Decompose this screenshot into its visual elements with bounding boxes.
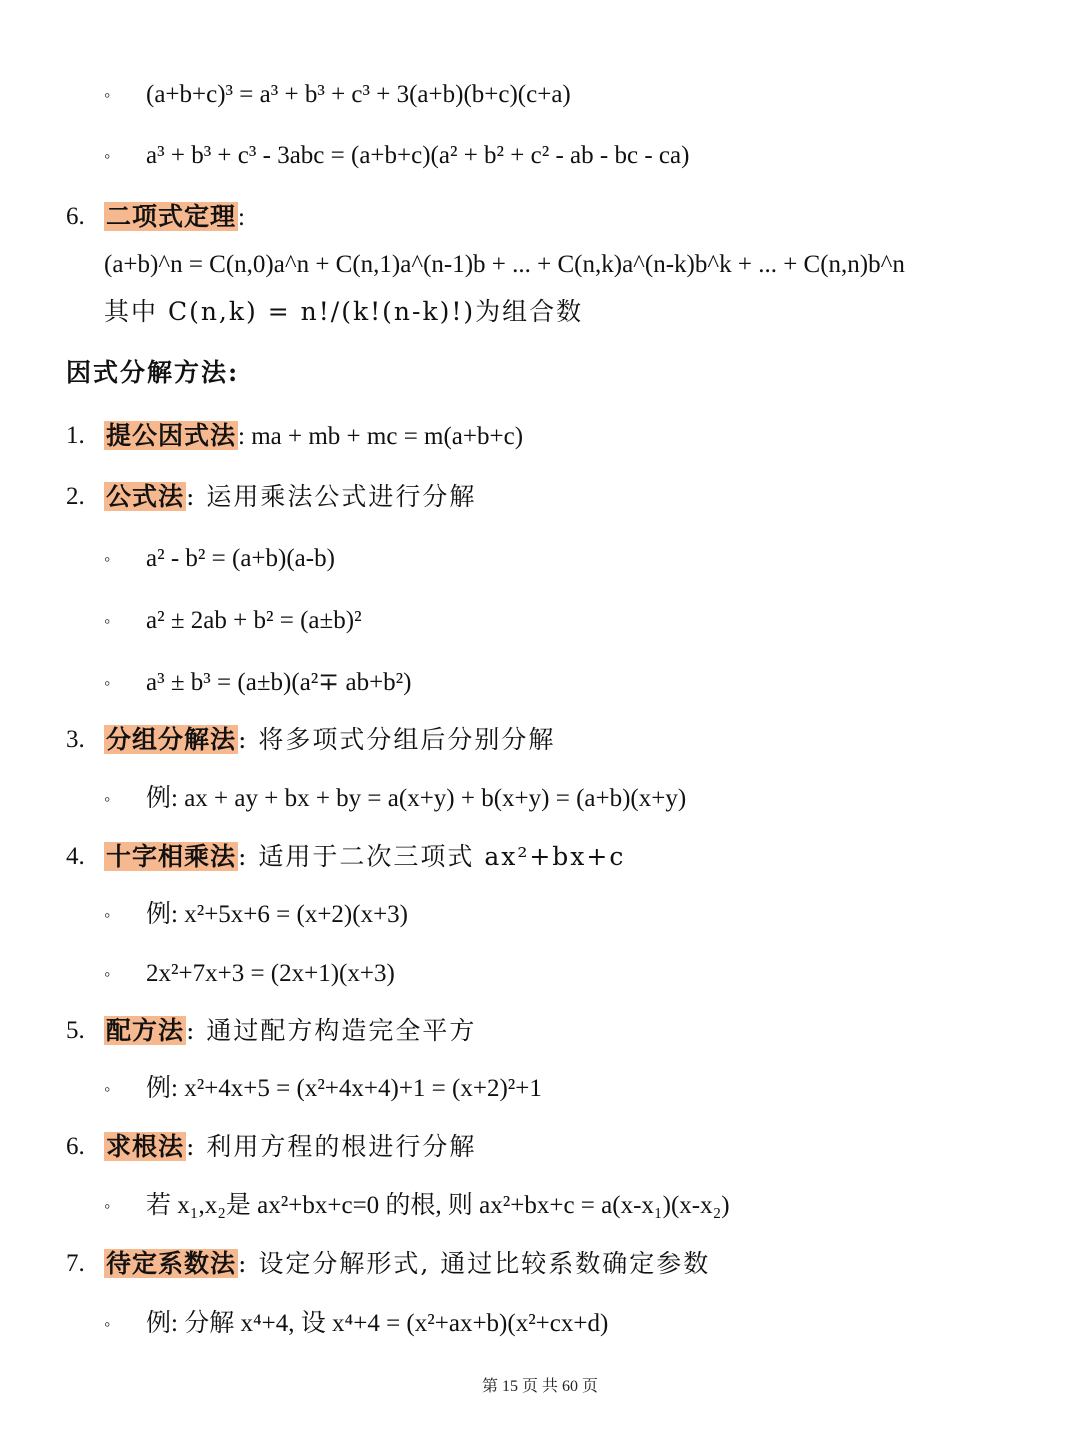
method-name: 提公因式法 [106,421,237,450]
formula-cube-identity: a³ + b³ + c³ - 3abc = (a+b+c)(a² + b² + c² - ab - bc - ca) [146,142,690,169]
method-4 [104,839,625,875]
method-example: a² ± 2ab + b² = (a±b)² [146,607,362,634]
bullet-marker: ◦ [104,964,111,984]
method-desc: : 将多项式分组后分别分解 [238,725,556,754]
method-3 [104,722,555,758]
item-number: 6. [66,203,85,230]
item-number: 6. [66,1133,85,1160]
binomial-title: 二项式定理 [106,202,237,231]
item-number: 3. [66,726,85,753]
bullet-marker: ◦ [104,905,111,925]
formula-cube-sum: (a+b+c)³ = a³ + b³ + c³ + 3(a+b)(b+c)(c+a) [146,81,571,108]
method-example: 若 x₁,x₂是 ax²+bx+c=0 的根, 则 ax²+bx+c = a(x-x₁)(x-x₂) [146,1192,730,1219]
method-name: 配方法 [106,1016,185,1045]
binomial-heading [104,199,245,236]
bullet-marker: ◦ [104,1196,111,1216]
bullet-marker: ◦ [104,146,111,166]
binomial-formula: (a+b)^n = C(n,0)a^n + C(n,1)a^(n-1)b + ... + C(n,k)a^(n-k)b^k + ... + C(n,n)b^n [104,251,905,278]
method-desc: : 适用于二次三项式 ax²+bx+c [238,842,626,871]
bullet-marker: ◦ [104,673,111,693]
method-desc: : 运用乘法公式进行分解 [186,482,477,511]
item-number: 7. [66,1250,85,1277]
bullet-marker: ◦ [104,1314,111,1334]
method-desc: : 设定分解形式, 通过比较系数确定参数 [238,1249,711,1278]
method-name: 十字相乘法 [106,842,237,871]
item-number: 5. [66,1017,85,1044]
method-desc: : ma + mb + mc = m(a+b+c) [238,423,524,450]
method-example: a² - b² = (a+b)(a-b) [146,545,335,572]
binomial-note: 其中 C(n,k) = n!/(k!(n-k)!)为组合数 [104,297,584,326]
binomial-colon: : [238,204,245,231]
bullet-marker: ◦ [104,1079,111,1099]
method-example: 例: 分解 x⁴+4, 设 x⁴+4 = (x²+ax+b)(x²+cx+d) [146,1310,609,1337]
method-desc: : 利用方程的根进行分解 [186,1132,477,1161]
method-example: a³ ± b³ = (a±b)(a²∓ ab+b²) [146,669,412,696]
method-name: 求根法 [106,1132,185,1161]
method-name: 分组分解法 [106,725,237,754]
item-number: 4. [66,843,85,870]
method-5 [104,1013,476,1049]
section-heading: 因式分解方法: [66,358,240,387]
bullet-marker: ◦ [104,789,111,809]
bullet-marker: ◦ [104,611,111,631]
bullet-marker: ◦ [104,549,111,569]
method-desc: : 通过配方构造完全平方 [186,1016,477,1045]
bullet-marker: ◦ [104,85,111,105]
method-name: 待定系数法 [106,1249,237,1278]
method-2 [104,479,476,515]
method-example: 2x²+7x+3 = (2x+1)(x+3) [146,960,395,987]
item-number: 1. [66,422,85,449]
method-example: 例: x²+5x+6 = (x+2)(x+3) [146,901,408,928]
method-7 [104,1246,710,1282]
page-footer: 第 15 页 共 60 页 [481,1378,598,1395]
method-1 [104,418,523,455]
method-6 [104,1129,476,1165]
method-example: 例: ax + ay + bx + by = a(x+y) + b(x+y) = (a+b)(x+y) [146,785,687,812]
item-number: 2. [66,483,85,510]
method-name: 公式法 [106,482,185,511]
method-example: 例: x²+4x+5 = (x²+4x+4)+1 = (x+2)²+1 [146,1075,542,1102]
